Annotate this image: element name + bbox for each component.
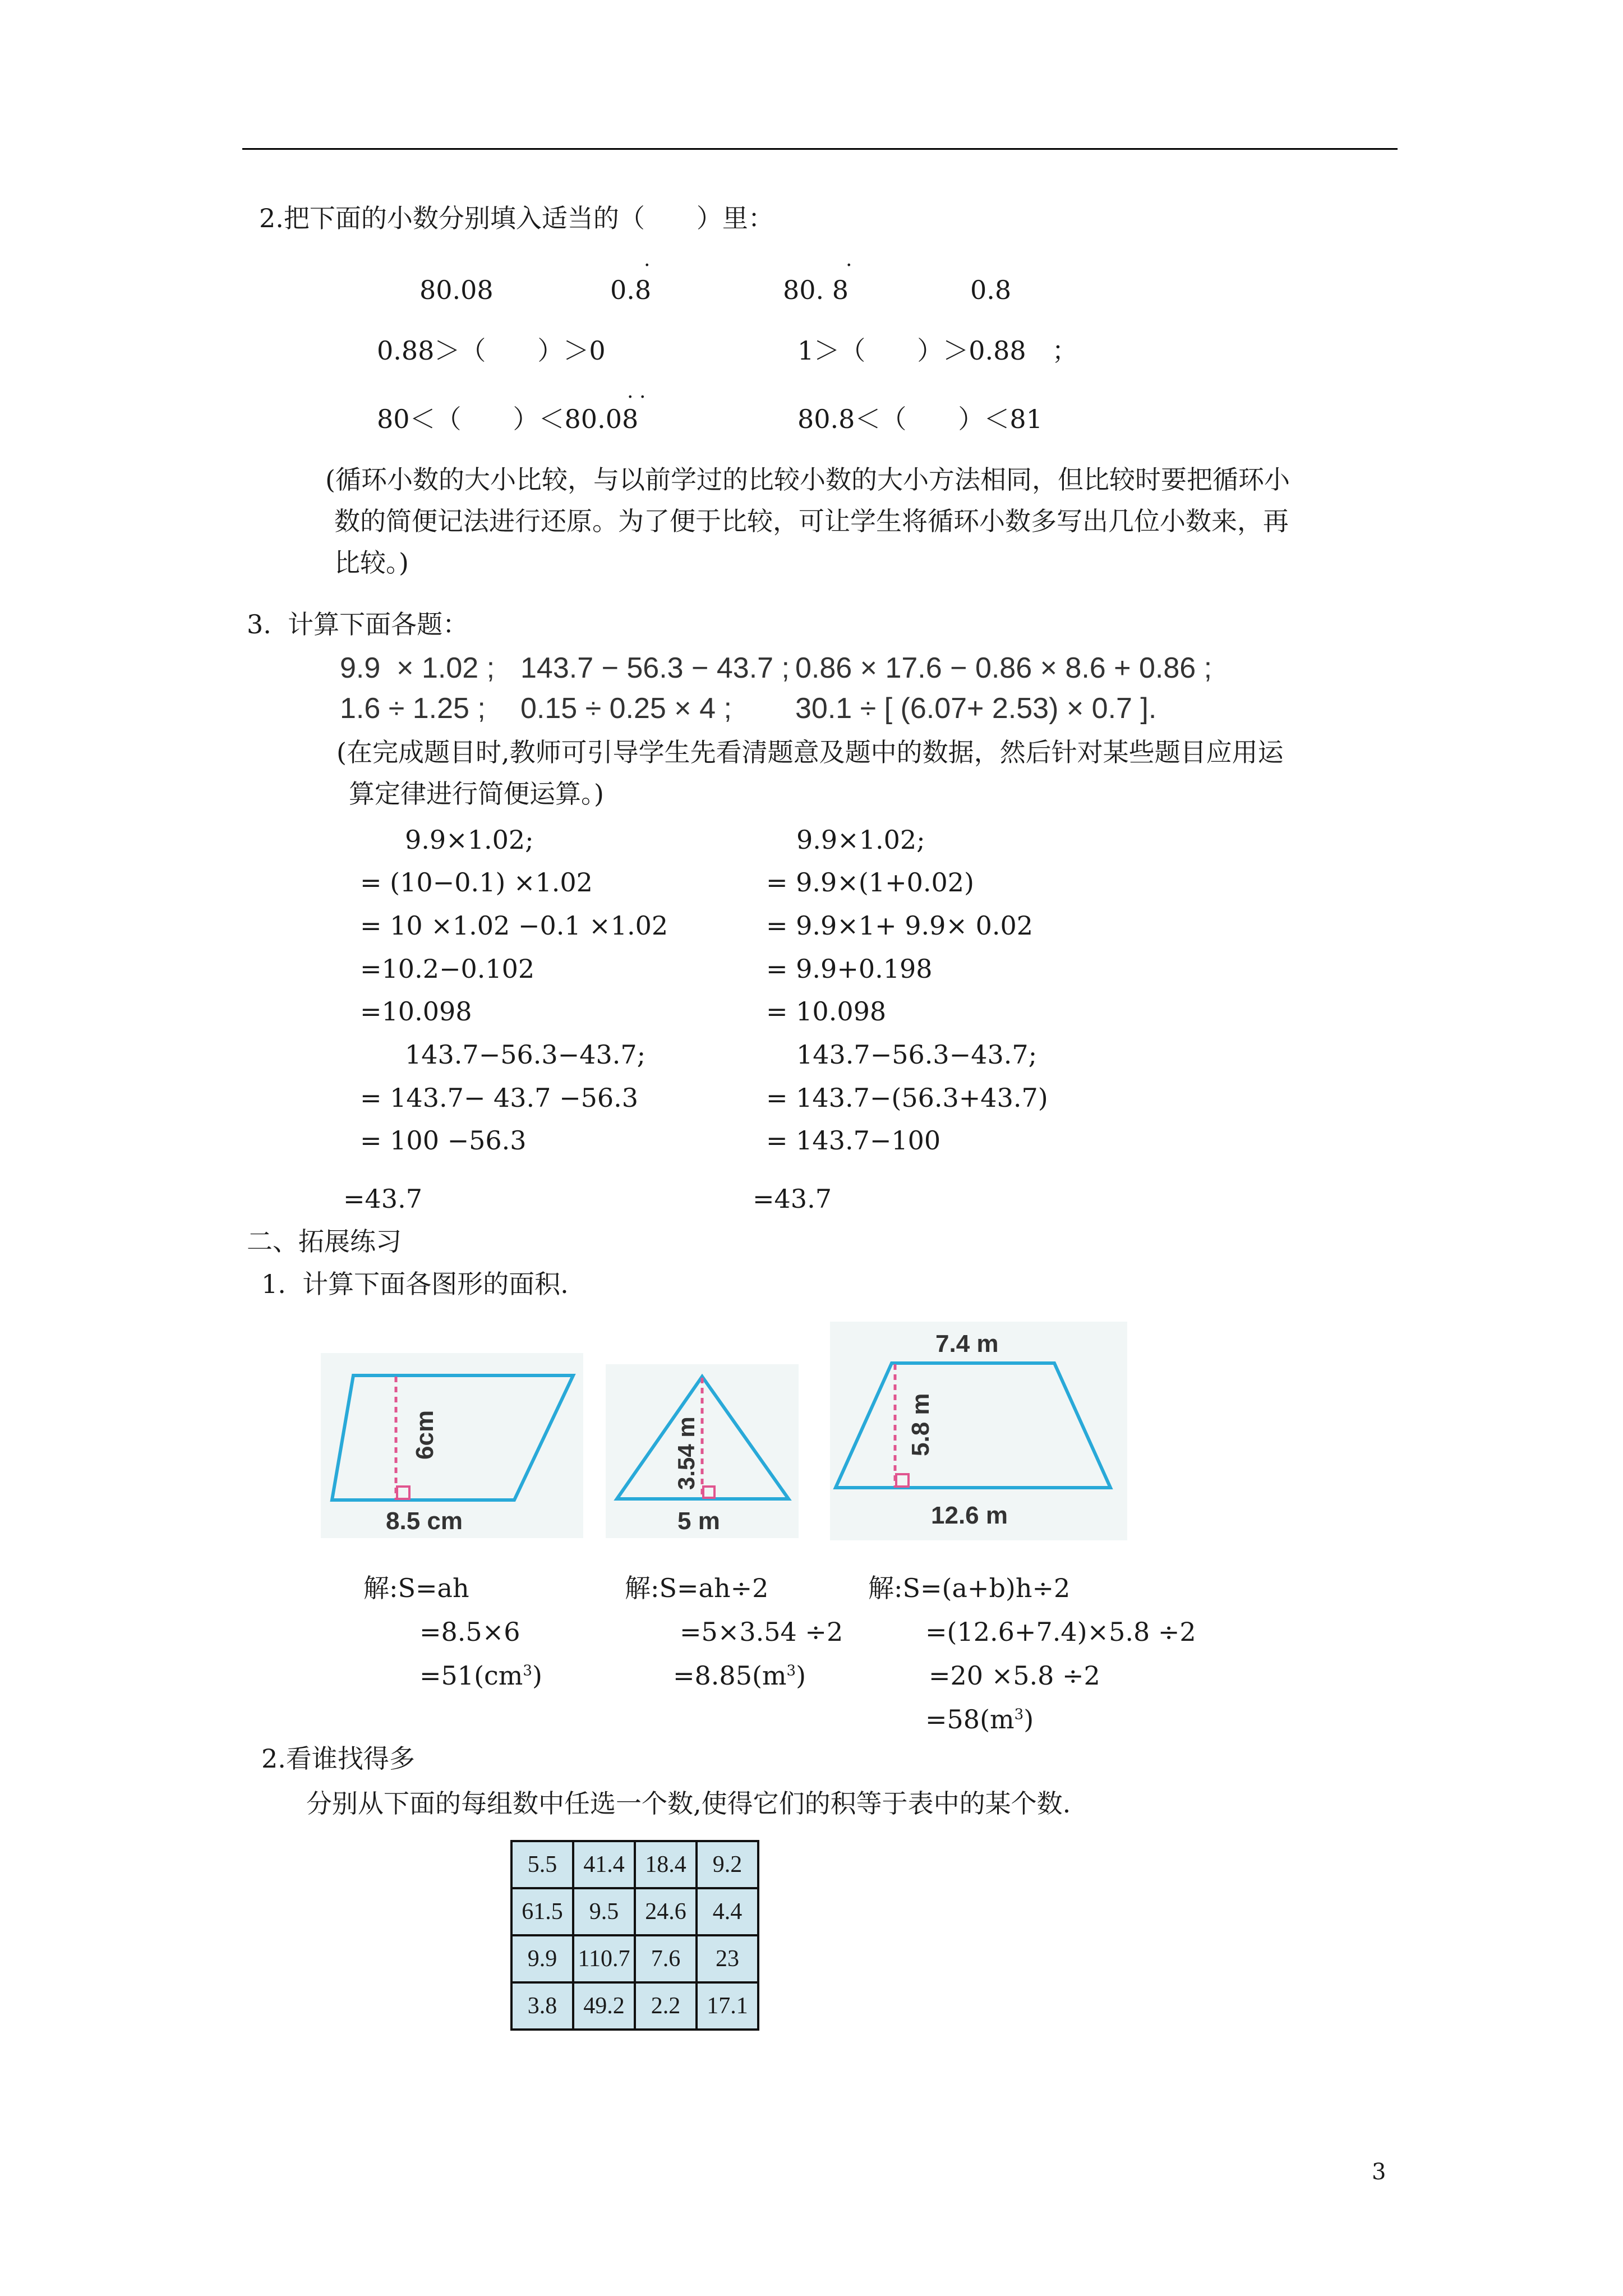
problem-item: 30.1 ÷ [ (6.07+ 2.53) × 0.7 ]. xyxy=(795,692,1157,725)
table-cell: 5.5 xyxy=(511,1841,573,1888)
teacher-note: 比较。) xyxy=(334,547,409,578)
solution-step: =10.098 xyxy=(360,996,472,1027)
solution-step: = 10 ×1.02 −0.1 ×1.02 xyxy=(360,910,668,941)
q3-title: 3. 计算下面各题： xyxy=(247,609,469,639)
compare-line: 80＜（ ）＜80.08 xyxy=(377,404,639,434)
solution-step: =5×3.54 ÷2 xyxy=(680,1617,843,1647)
trapezoid-shape xyxy=(830,1322,1127,1540)
table-cell: 110.7 xyxy=(573,1935,635,1982)
table-cell: 24.6 xyxy=(635,1888,697,1935)
parallelogram-figure xyxy=(321,1353,583,1538)
solution-step: = 100 −56.3 xyxy=(360,1125,527,1156)
triangle-figure xyxy=(606,1364,799,1538)
solution-step: 9.9×1.02; xyxy=(796,825,925,855)
table-cell: 9.2 xyxy=(697,1841,758,1888)
solution-step: = 143.7−(56.3+43.7) xyxy=(766,1083,1048,1113)
solution-step: =43.7 xyxy=(753,1184,832,1214)
solution-step: =20 ×5.8 ÷2 xyxy=(929,1660,1100,1691)
table-cell: 9.9 xyxy=(511,1935,573,1982)
solution-step: =8.5×6 xyxy=(419,1617,520,1647)
repeating-dot: . xyxy=(627,380,634,403)
ex1-title: 1. 计算下面各图形的面积. xyxy=(261,1269,569,1299)
solution-step: 解:S=(a+b)h÷2 xyxy=(868,1573,1071,1603)
table-cell: 41.4 xyxy=(573,1841,635,1888)
base-label: 5 m xyxy=(677,1507,720,1535)
solution-step: 解:S=ah xyxy=(363,1573,469,1603)
solution-step: $=8.85(m^3)$ xyxy=(673,1660,806,1691)
base-label: 8.5 cm xyxy=(386,1507,463,1535)
solution-step: 143.7−56.3−43.7; xyxy=(796,1039,1038,1070)
repeating-dot: . xyxy=(846,248,852,271)
teacher-note: (在完成题目时,教师可引导学生先看清题意及题中的数据，然后针对某些题目应用运 xyxy=(336,737,1284,767)
number-item: 0.8 xyxy=(970,275,1012,305)
trapezoid-figure xyxy=(830,1322,1127,1540)
bottom-label: 12.6 m xyxy=(931,1502,1008,1529)
number-item: 0.8 xyxy=(610,275,652,305)
ex2-title: 2.看谁找得多 xyxy=(261,1743,415,1774)
header-rule xyxy=(242,148,1398,150)
height-label: 6cm xyxy=(411,1410,439,1460)
repeating-dot: . xyxy=(639,380,646,403)
page-number: 3 xyxy=(1372,2159,1386,2185)
problem-item: 1.6 ÷ 1.25 ; xyxy=(340,692,486,725)
solution-step: =10.2−0.102 xyxy=(360,954,535,984)
teacher-note: 算定律进行简便运算。) xyxy=(349,779,604,809)
table-cell: 49.2 xyxy=(573,1982,635,2030)
compare-line: 80.8＜（ ）＜81 xyxy=(797,404,1043,434)
table-cell: 61.5 xyxy=(511,1888,573,1935)
height-label: 3.54 m xyxy=(673,1416,699,1490)
section-title: 二、拓展练习 xyxy=(247,1226,402,1257)
q2-title: 2.把下面的小数分别填入适当的（ ）里： xyxy=(259,203,774,233)
table-cell: 9.5 xyxy=(573,1888,635,1935)
ex2-description: 分别从下面的每组数中任选一个数,使得它们的积等于表中的某个数. xyxy=(306,1788,1071,1819)
table-row xyxy=(511,1888,758,1935)
parallelogram-shape xyxy=(321,1353,583,1538)
table-cell: 18.4 xyxy=(635,1841,697,1888)
table-cell: 17.1 xyxy=(697,1982,758,2030)
problem-item: 0.15 ÷ 0.25 × 4 ; xyxy=(520,692,732,725)
teacher-note: (循环小数的大小比较，与以前学过的比较小数的大小方法相同，但比较时要把循环小 xyxy=(325,464,1290,495)
problem-item: 0.86 × 17.6 − 0.86 × 8.6 + 0.86 ; xyxy=(795,652,1212,684)
solution-step: $=51(cm^3)$ xyxy=(419,1660,542,1691)
solution-step: =43.7 xyxy=(343,1184,422,1214)
solution-step: = 9.9×(1+0.02) xyxy=(766,867,974,898)
triangle-shape xyxy=(606,1364,799,1538)
problem-item: 9.9 × 1.02 ; xyxy=(340,652,495,684)
table-cell: 3.8 xyxy=(511,1982,573,2030)
compare-line: 1＞（ ）＞0.88 ； xyxy=(797,335,1078,366)
solution-step: = 143.7−100 xyxy=(766,1125,941,1156)
solution-step: =(12.6+7.4)×5.8 ÷2 xyxy=(925,1617,1196,1647)
solution-step: = 9.9×1+ 9.9× 0.02 xyxy=(766,910,1034,941)
top-label: 7.4 m xyxy=(935,1330,999,1358)
repeating-dot: . xyxy=(644,248,651,271)
table-cell: 23 xyxy=(697,1935,758,1982)
solution-step: 9.9×1.02; xyxy=(405,825,534,855)
solution-step: = 143.7− 43.7 −56.3 xyxy=(360,1083,639,1113)
number-item: 80. 8 xyxy=(783,275,849,305)
solution-step: = (10−0.1) ×1.02 xyxy=(360,867,593,898)
number-item: 80.08 xyxy=(419,275,494,305)
table-cell: 2.2 xyxy=(635,1982,697,2030)
table-row xyxy=(511,1982,758,2030)
solution-step: = 9.9+0.198 xyxy=(766,954,933,984)
solution-step: 143.7−56.3−43.7; xyxy=(405,1039,646,1070)
compare-line: 0.88＞（ ）＞0 xyxy=(377,335,606,366)
table-cell: 7.6 xyxy=(635,1935,697,1982)
solution-step: $=58(m^3)$ xyxy=(925,1704,1034,1734)
teacher-note: 数的简便记法进行还原。为了便于比较，可让学生将循环小数多写出几位小数来，再 xyxy=(334,506,1289,536)
height-label: 5.8 m xyxy=(907,1393,934,1456)
solution-step: 解:S=ah÷2 xyxy=(625,1573,769,1603)
table-row xyxy=(511,1935,758,1982)
solution-step: = 10.098 xyxy=(766,996,887,1027)
problem-item: 143.7 − 56.3 − 43.7 ; xyxy=(520,652,790,684)
table-row xyxy=(511,1841,758,1888)
number-table xyxy=(510,1840,759,2031)
table-cell: 4.4 xyxy=(697,1888,758,1935)
